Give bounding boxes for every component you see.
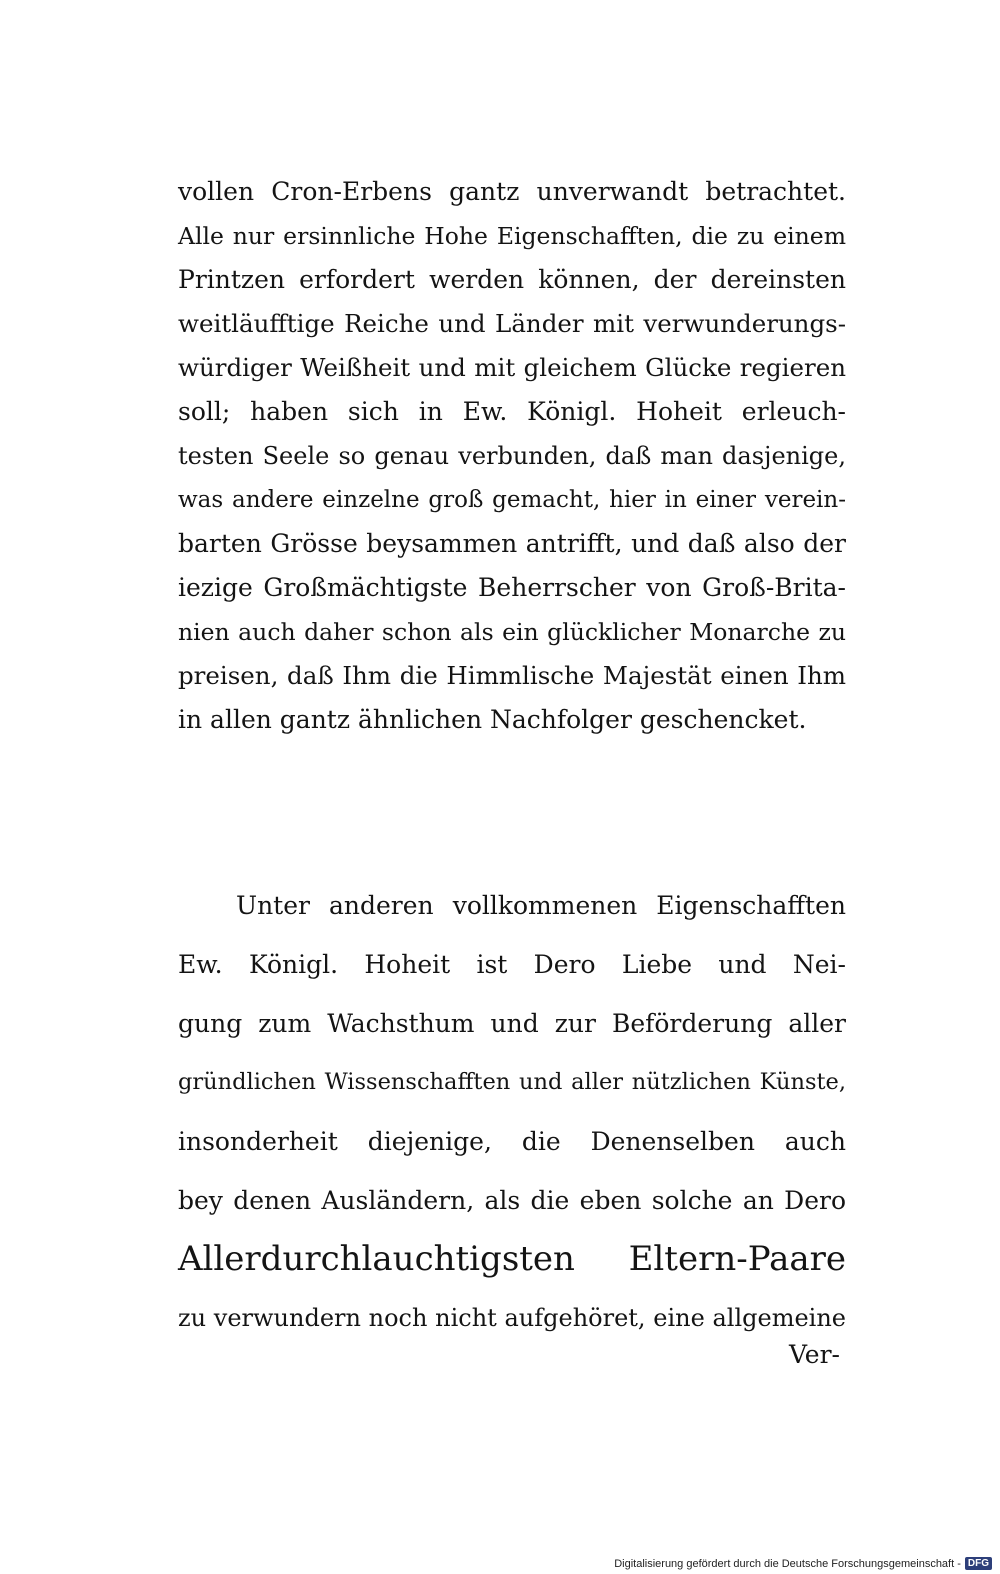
paragraph-1 bbox=[178, 170, 846, 742]
text-line: preisen, daß Ihm die Himmlische Majestät einen Ihm bbox=[178, 661, 846, 690]
text-line: vollen Cron-Erbens gantz unverwandt betrachtet. bbox=[178, 177, 846, 206]
text-line: testen Seele so genau verbunden, daß man dasjenige, bbox=[178, 442, 846, 470]
dfg-logo: DFG bbox=[965, 1557, 992, 1570]
text-line: nien auch daher schon als ein glücklicher Monarche zu bbox=[178, 618, 846, 646]
text-line: in allen gantz ähnlichen Nachfolger geschencket. bbox=[178, 705, 807, 734]
text-line: insonderheit diejenige, die Denenselben auch bbox=[178, 1127, 846, 1156]
paragraph-2 bbox=[178, 876, 846, 1348]
text-line: bey denen Ausländern, als die eben solche an Dero bbox=[178, 1186, 846, 1215]
text-line: Unter anderen vollkommenen Eigenschafften bbox=[236, 891, 846, 920]
text-line: weitläufftige Reiche und Länder mit verwunderungs- bbox=[178, 309, 846, 338]
text-line: Allerdurchlauchtigsten Eltern-Paare bbox=[178, 1239, 846, 1279]
catchword: Ver- bbox=[789, 1340, 840, 1369]
text-line: Ew. Königl. Hoheit ist Dero Liebe und Nei- bbox=[178, 950, 846, 979]
text-line: zu verwundern noch nicht aufgehöret, eine allgemeine bbox=[178, 1304, 846, 1332]
footer-text: Digitalisierung gefördert durch die Deutsche Forschungsgemeinschaft - bbox=[614, 1557, 961, 1570]
text-line: was andere einzelne groß gemacht, hier in einer verein- bbox=[178, 487, 846, 513]
text-line: Alle nur ersinnliche Hohe Eigenschafften, die zu einem bbox=[178, 222, 846, 250]
text-line: würdiger Weißheit und mit gleichem Glücke regieren bbox=[178, 353, 846, 382]
text-line: iezige Großmächtigste Beherrscher von Groß-Brita- bbox=[178, 573, 846, 602]
text-line: soll; haben sich in Ew. Königl. Hoheit erleuch- bbox=[178, 397, 846, 426]
text-line: barten Grösse beysammen antrifft, und daß also der bbox=[178, 529, 846, 558]
text-line: gründlichen Wissenschafften und aller nützlichen Künste, bbox=[178, 1069, 846, 1095]
text-line: Printzen erfordert werden können, der dereinsten bbox=[178, 265, 846, 294]
digitization-footer bbox=[614, 1557, 992, 1570]
text-line: gung zum Wachsthum und zur Beförderung aller bbox=[178, 1009, 846, 1038]
